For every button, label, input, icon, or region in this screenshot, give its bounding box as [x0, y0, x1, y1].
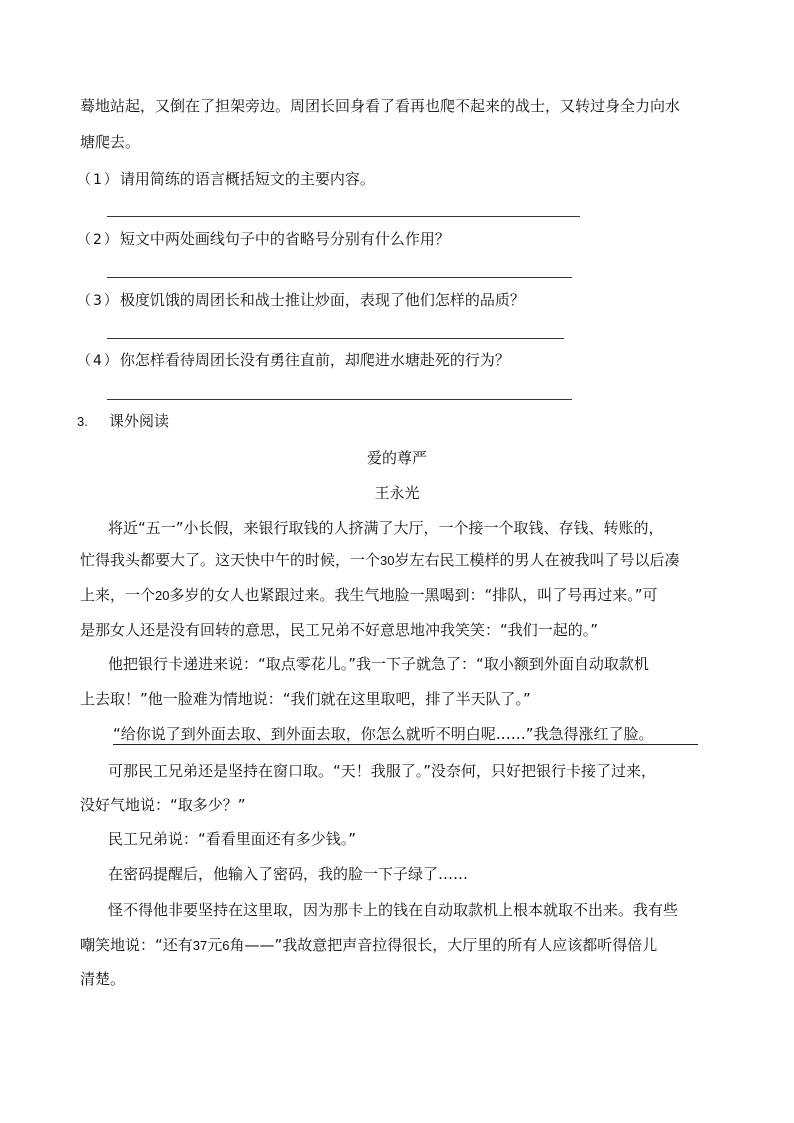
answer-line[interactable] — [107, 277, 572, 278]
sentence-underline — [113, 744, 698, 745]
question-text: 短文中两处画线句子中的省略号分别有什么作用？ — [119, 230, 450, 248]
question-number: （1） — [77, 172, 120, 188]
answer-line[interactable] — [107, 338, 564, 339]
article-line: 清楚。 — [80, 970, 126, 988]
answer-line[interactable] — [107, 399, 572, 400]
section-heading: 课外阅读 — [109, 412, 170, 430]
article-line: 民工兄弟说：“看看里面还有多少钱。” — [108, 830, 357, 848]
article-title: 爱的尊严 — [366, 449, 427, 467]
question-3 — [77, 291, 525, 310]
article-line: 他把银行卡递进来说：“取点零花儿。”我一下子就急了：“取小额到外面自动取款机 — [108, 655, 649, 673]
question-text: 请用简练的语言概括短文的主要内容。 — [119, 170, 375, 188]
article-author: 王永光 — [374, 484, 420, 502]
section-number: 3. — [77, 414, 88, 429]
article-line: 上去取！”他一脸难为情地说：“我们就在这里取吧，排了半天队了。” — [80, 690, 531, 708]
article-line: 怪不得他非要坚持在这里取，因为那卡上的钱在自动取款机上根本就取不出来。我有些 — [108, 901, 679, 919]
article-line: 嘲笑地说：“还有37元6角——”我故意把声音拉得很长，大厅里的所有人应该都听得倍儿 — [80, 936, 658, 954]
question-4 — [77, 351, 510, 370]
question-text: 你怎样看待周团长没有勇往直前，却爬进水塘赴死的行为？ — [119, 351, 510, 369]
underlined-sentence: “给你说了到外面去取、到外面去取，你怎么就听不明白呢……”我急得涨红了脸。 — [113, 725, 654, 743]
question-text: 极度饥饿的周团长和战士推让炒面，表现了他们怎样的品质？ — [119, 291, 525, 309]
paragraph-line: 塘爬去。 — [80, 133, 141, 151]
question-number: （3） — [77, 293, 120, 309]
paragraph-line: 蓦地站起，又倒在了担架旁边。周团长回身看了看再也爬不起来的战士，又转过身全力向水 — [80, 97, 681, 115]
answer-line[interactable] — [107, 216, 580, 217]
article-line: 将近“五一”小长假，来银行取钱的人挤满了大厅，一个接一个取钱、存钱、转账的， — [108, 519, 664, 537]
question-number: （2） — [77, 232, 120, 248]
article-line: 在密码提醒后，他输入了密码，我的脸一下子绿了…… — [108, 865, 469, 883]
article-line: 没好气地说：“取多少？” — [80, 796, 246, 814]
article-line: 可那民工兄弟还是坚持在窗口取。“天！我服了。”没奈何，只好把银行卡接了过来， — [108, 762, 657, 780]
question-1 — [77, 170, 375, 189]
article-line: 忙得我头都要大了。这天快中午的时候，一个30岁左右民工模样的男人在被我叫了号以后凑 — [80, 551, 680, 569]
question-number: （4） — [77, 353, 120, 369]
question-2 — [77, 230, 450, 249]
article-line: 是那女人还是没有回转的意思，民工兄弟不好意思地冲我笑笑：“我们一起的。” — [80, 621, 599, 639]
article-line: 上来，一个20多岁的女人也紧跟过来。我生气地脸一黑喝到：“排队，叫了号再过来。”可 — [80, 586, 658, 604]
